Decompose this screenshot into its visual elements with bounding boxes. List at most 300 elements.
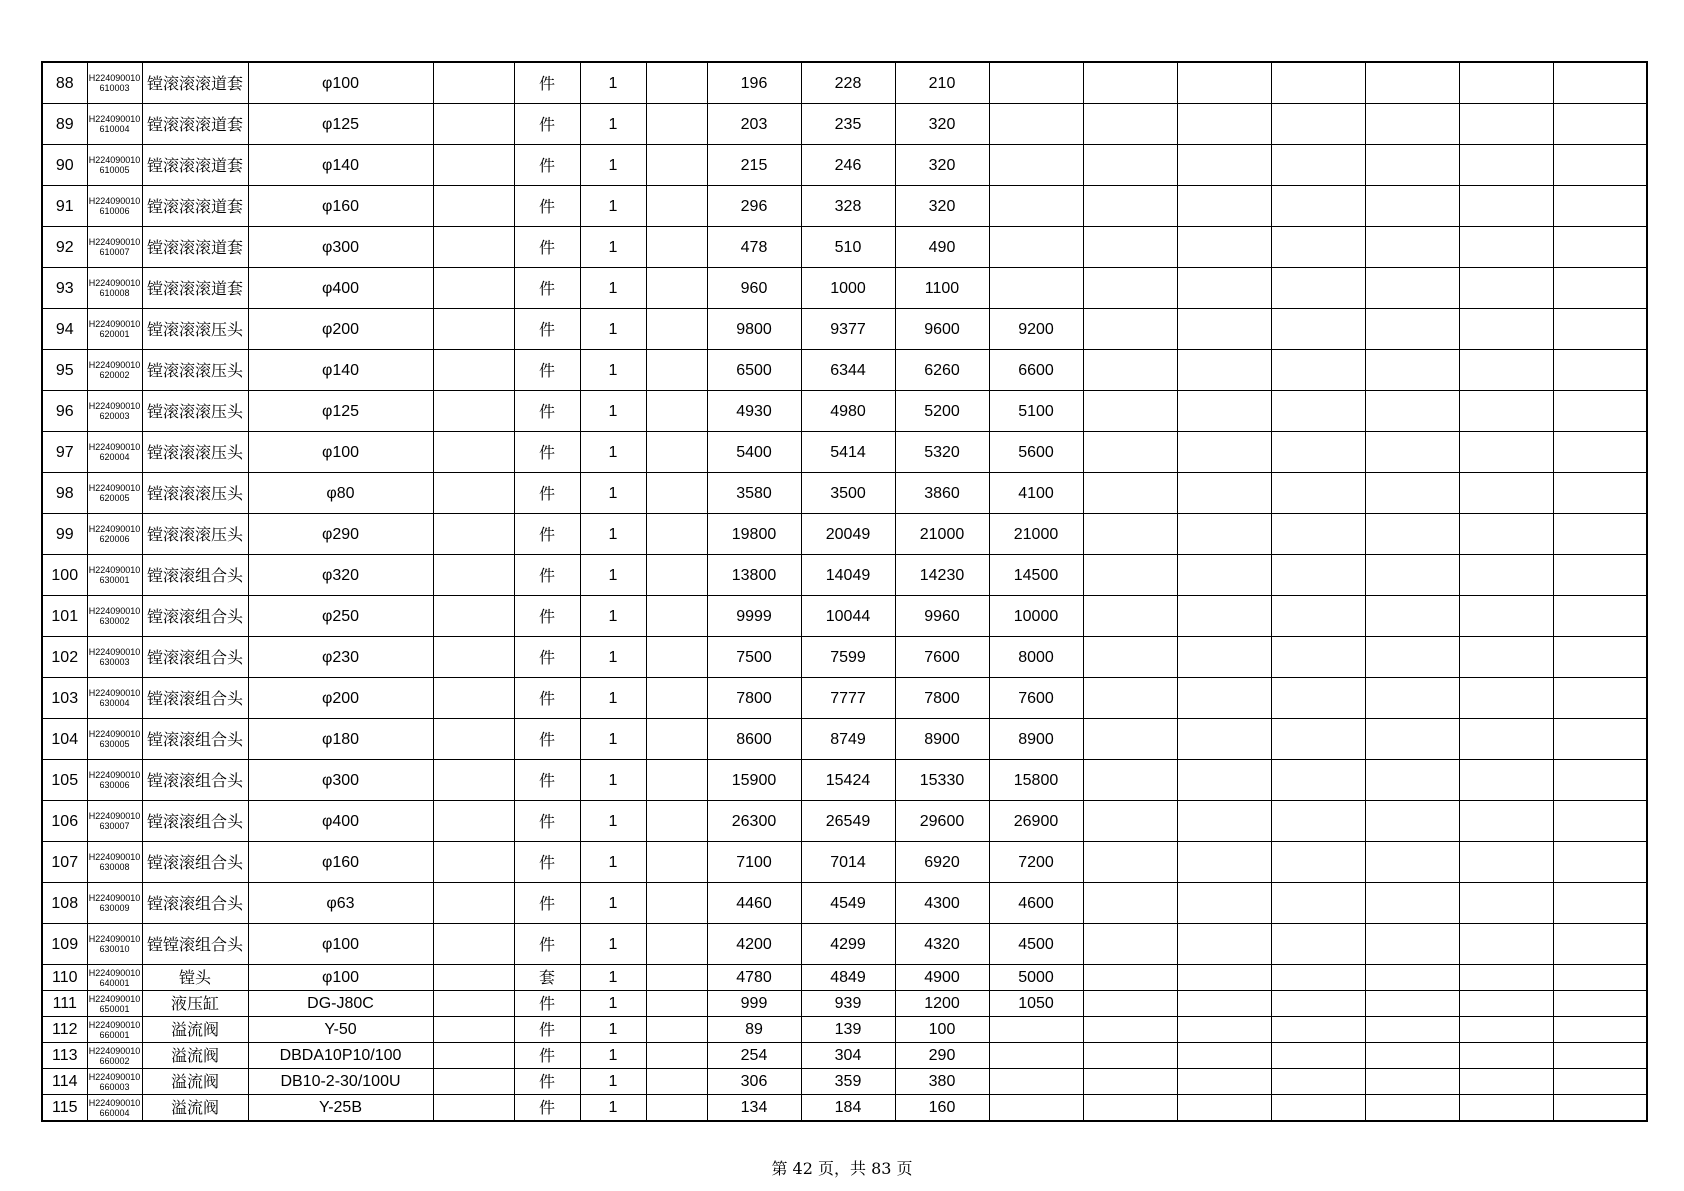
quantity-cell: 1 (580, 883, 646, 924)
price-3-cell: 320 (895, 186, 989, 227)
price-4-cell: 26900 (989, 801, 1083, 842)
item-name-cell: 镗滚滚滚压头 (142, 391, 248, 432)
price-3-cell: 29600 (895, 801, 989, 842)
empty-cell (1083, 883, 1177, 924)
price-4-cell: 10000 (989, 596, 1083, 637)
price-2-cell: 6344 (801, 350, 895, 391)
empty-cell (1083, 145, 1177, 186)
quantity-cell: 1 (580, 637, 646, 678)
item-code-cell: H224090010630006 (87, 760, 142, 801)
price-1-cell: 8600 (707, 719, 801, 760)
empty-cell (1083, 678, 1177, 719)
price-2-cell: 246 (801, 145, 895, 186)
unit-cell: 件 (514, 555, 580, 596)
empty-cell (1459, 719, 1553, 760)
empty-cell (1459, 62, 1553, 104)
empty-cell (1459, 991, 1553, 1017)
unit-cell: 套 (514, 965, 580, 991)
empty-cell (1271, 924, 1365, 965)
empty-cell (1459, 104, 1553, 145)
empty-cell (1365, 760, 1459, 801)
empty-cell (1271, 555, 1365, 596)
empty-cell (1553, 350, 1647, 391)
price-1-cell: 203 (707, 104, 801, 145)
item-name-cell: 镗镗滚组合头 (142, 924, 248, 965)
empty-cell (1365, 145, 1459, 186)
empty-cell (1177, 719, 1271, 760)
empty-cell (1365, 62, 1459, 104)
quantity-cell: 1 (580, 965, 646, 991)
spec-cell: Y-50 (248, 1017, 433, 1043)
item-code-cell: H224090010630003 (87, 637, 142, 678)
price-2-cell: 10044 (801, 596, 895, 637)
empty-cell (1365, 391, 1459, 432)
empty-cell (433, 760, 514, 801)
unit-cell: 件 (514, 801, 580, 842)
unit-cell: 件 (514, 1043, 580, 1069)
empty-cell (1365, 309, 1459, 350)
table-row (42, 965, 1647, 991)
price-1-cell: 254 (707, 1043, 801, 1069)
empty-cell (1271, 104, 1365, 145)
empty-cell (1365, 514, 1459, 555)
empty-cell (1271, 1017, 1365, 1043)
empty-cell (1083, 227, 1177, 268)
price-2-cell: 228 (801, 62, 895, 104)
quantity-cell: 1 (580, 186, 646, 227)
table-row (42, 596, 1647, 637)
empty-cell (646, 1043, 707, 1069)
empty-cell (1365, 186, 1459, 227)
price-3-cell: 1100 (895, 268, 989, 309)
empty-cell (646, 678, 707, 719)
price-1-cell: 9800 (707, 309, 801, 350)
table-row (42, 309, 1647, 350)
price-2-cell: 7014 (801, 842, 895, 883)
empty-cell (1271, 145, 1365, 186)
price-3-cell: 6920 (895, 842, 989, 883)
empty-cell (433, 145, 514, 186)
price-1-cell: 306 (707, 1069, 801, 1095)
item-name-cell: 镗滚滚组合头 (142, 678, 248, 719)
table-row (42, 555, 1647, 596)
price-2-cell: 510 (801, 227, 895, 268)
empty-cell (1083, 432, 1177, 473)
empty-cell (646, 801, 707, 842)
empty-cell (1271, 514, 1365, 555)
empty-cell (1271, 637, 1365, 678)
empty-cell (1365, 104, 1459, 145)
price-2-cell: 9377 (801, 309, 895, 350)
empty-cell (1365, 1095, 1459, 1122)
unit-cell: 件 (514, 1095, 580, 1122)
price-2-cell: 304 (801, 1043, 895, 1069)
spec-cell: φ400 (248, 801, 433, 842)
empty-cell (1365, 1043, 1459, 1069)
item-code-cell: H224090010640001 (87, 965, 142, 991)
empty-cell (1271, 596, 1365, 637)
empty-cell (646, 227, 707, 268)
unit-cell: 件 (514, 883, 580, 924)
empty-cell (433, 555, 514, 596)
unit-cell: 件 (514, 924, 580, 965)
price-3-cell: 5200 (895, 391, 989, 432)
price-3-cell: 9600 (895, 309, 989, 350)
item-code-cell: H224090010610003 (87, 62, 142, 104)
row-number-cell: 102 (42, 637, 87, 678)
empty-cell (433, 473, 514, 514)
item-code-cell: H224090010630002 (87, 596, 142, 637)
unit-cell: 件 (514, 309, 580, 350)
empty-cell (1459, 924, 1553, 965)
price-1-cell: 9999 (707, 596, 801, 637)
empty-cell (433, 842, 514, 883)
quantity-cell: 1 (580, 760, 646, 801)
empty-cell (1365, 801, 1459, 842)
item-code-cell: H224090010660003 (87, 1069, 142, 1095)
table-row (42, 842, 1647, 883)
empty-cell (1177, 391, 1271, 432)
quantity-cell: 1 (580, 1095, 646, 1122)
price-2-cell: 7777 (801, 678, 895, 719)
empty-cell (1177, 555, 1271, 596)
price-2-cell: 7599 (801, 637, 895, 678)
empty-cell (1365, 719, 1459, 760)
price-3-cell: 320 (895, 104, 989, 145)
item-code-cell: H224090010620004 (87, 432, 142, 473)
empty-cell (1553, 186, 1647, 227)
empty-cell (646, 145, 707, 186)
table-row (42, 186, 1647, 227)
price-4-cell (989, 1069, 1083, 1095)
empty-cell (433, 1043, 514, 1069)
page-footer: 第 42 页，共 83 页 (771, 1159, 913, 1178)
table-row (42, 1069, 1647, 1095)
empty-cell (1083, 924, 1177, 965)
unit-cell: 件 (514, 1069, 580, 1095)
price-4-cell: 7200 (989, 842, 1083, 883)
table-row (42, 62, 1647, 104)
empty-cell (1459, 391, 1553, 432)
item-name-cell: 溢流阀 (142, 1095, 248, 1122)
price-2-cell: 939 (801, 991, 895, 1017)
price-4-cell: 8000 (989, 637, 1083, 678)
table-body (42, 62, 1647, 1121)
item-name-cell: 镗滚滚滚压头 (142, 473, 248, 514)
empty-cell (1083, 637, 1177, 678)
price-2-cell: 3500 (801, 473, 895, 514)
row-number-cell: 105 (42, 760, 87, 801)
empty-cell (646, 596, 707, 637)
quantity-cell: 1 (580, 991, 646, 1017)
empty-cell (1177, 678, 1271, 719)
empty-cell (1177, 309, 1271, 350)
spec-cell: φ300 (248, 227, 433, 268)
price-3-cell: 8900 (895, 719, 989, 760)
price-2-cell: 26549 (801, 801, 895, 842)
item-name-cell: 镗滚滚组合头 (142, 719, 248, 760)
empty-cell (1365, 227, 1459, 268)
item-code-cell: H224090010630004 (87, 678, 142, 719)
item-name-cell: 镗滚滚滚道套 (142, 186, 248, 227)
empty-cell (1271, 432, 1365, 473)
empty-cell (1083, 596, 1177, 637)
empty-cell (1553, 104, 1647, 145)
empty-cell (1553, 268, 1647, 309)
empty-cell (1459, 883, 1553, 924)
unit-cell: 件 (514, 268, 580, 309)
empty-cell (1271, 391, 1365, 432)
row-number-cell: 111 (42, 991, 87, 1017)
empty-cell (1177, 760, 1271, 801)
item-code-cell: H224090010630009 (87, 883, 142, 924)
unit-cell: 件 (514, 719, 580, 760)
price-4-cell (989, 1095, 1083, 1122)
quantity-cell: 1 (580, 514, 646, 555)
empty-cell (1083, 965, 1177, 991)
empty-cell (1177, 145, 1271, 186)
empty-cell (433, 268, 514, 309)
empty-cell (1271, 268, 1365, 309)
empty-cell (1177, 883, 1271, 924)
empty-cell (1365, 883, 1459, 924)
row-number-cell: 92 (42, 227, 87, 268)
price-1-cell: 4460 (707, 883, 801, 924)
table-row (42, 227, 1647, 268)
spec-cell: φ100 (248, 924, 433, 965)
item-name-cell: 镗滚滚组合头 (142, 596, 248, 637)
empty-cell (1083, 268, 1177, 309)
item-name-cell: 镗滚滚组合头 (142, 555, 248, 596)
quantity-cell: 1 (580, 719, 646, 760)
price-2-cell: 14049 (801, 555, 895, 596)
row-number-cell: 110 (42, 965, 87, 991)
empty-cell (646, 924, 707, 965)
price-3-cell: 7800 (895, 678, 989, 719)
price-3-cell: 4900 (895, 965, 989, 991)
price-1-cell: 19800 (707, 514, 801, 555)
price-2-cell: 5414 (801, 432, 895, 473)
price-4-cell (989, 145, 1083, 186)
empty-cell (646, 104, 707, 145)
unit-cell: 件 (514, 514, 580, 555)
unit-cell: 件 (514, 637, 580, 678)
price-3-cell: 7600 (895, 637, 989, 678)
empty-cell (433, 432, 514, 473)
row-number-cell: 93 (42, 268, 87, 309)
item-code-cell: H224090010660002 (87, 1043, 142, 1069)
unit-cell: 件 (514, 432, 580, 473)
empty-cell (1365, 350, 1459, 391)
price-1-cell: 999 (707, 991, 801, 1017)
spec-cell: φ200 (248, 678, 433, 719)
row-number-cell: 89 (42, 104, 87, 145)
empty-cell (1083, 1069, 1177, 1095)
empty-cell (1553, 227, 1647, 268)
item-code-cell: H224090010620002 (87, 350, 142, 391)
price-1-cell: 89 (707, 1017, 801, 1043)
spec-cell: φ125 (248, 104, 433, 145)
price-2-cell: 139 (801, 1017, 895, 1043)
empty-cell (1459, 309, 1553, 350)
empty-cell (1083, 842, 1177, 883)
price-3-cell: 210 (895, 62, 989, 104)
empty-cell (1459, 473, 1553, 514)
table-row (42, 760, 1647, 801)
empty-cell (1177, 1017, 1271, 1043)
empty-cell (1553, 1043, 1647, 1069)
item-name-cell: 镗滚滚组合头 (142, 842, 248, 883)
empty-cell (1553, 719, 1647, 760)
empty-cell (1553, 1095, 1647, 1122)
unit-cell: 件 (514, 62, 580, 104)
price-2-cell: 4549 (801, 883, 895, 924)
price-1-cell: 13800 (707, 555, 801, 596)
price-2-cell: 4849 (801, 965, 895, 991)
empty-cell (1271, 227, 1365, 268)
empty-cell (1553, 555, 1647, 596)
empty-cell (433, 1095, 514, 1122)
empty-cell (1459, 227, 1553, 268)
empty-cell (1365, 1017, 1459, 1043)
row-number-cell: 112 (42, 1017, 87, 1043)
empty-cell (646, 432, 707, 473)
empty-cell (1177, 62, 1271, 104)
empty-cell (433, 227, 514, 268)
empty-cell (1553, 1017, 1647, 1043)
item-name-cell: 镗滚滚组合头 (142, 637, 248, 678)
price-3-cell: 9960 (895, 596, 989, 637)
empty-cell (1459, 637, 1553, 678)
price-4-cell: 21000 (989, 514, 1083, 555)
empty-cell (1083, 801, 1177, 842)
price-3-cell: 290 (895, 1043, 989, 1069)
empty-cell (1083, 350, 1177, 391)
item-name-cell: 镗滚滚滚道套 (142, 62, 248, 104)
empty-cell (433, 309, 514, 350)
spec-cell: φ100 (248, 432, 433, 473)
price-1-cell: 196 (707, 62, 801, 104)
price-3-cell: 100 (895, 1017, 989, 1043)
spec-cell: φ160 (248, 186, 433, 227)
item-code-cell: H224090010630007 (87, 801, 142, 842)
empty-cell (1365, 268, 1459, 309)
empty-cell (1553, 924, 1647, 965)
unit-cell: 件 (514, 991, 580, 1017)
quantity-cell: 1 (580, 268, 646, 309)
price-4-cell: 4100 (989, 473, 1083, 514)
item-code-cell: H224090010610006 (87, 186, 142, 227)
empty-cell (646, 391, 707, 432)
empty-cell (1271, 991, 1365, 1017)
empty-cell (1365, 842, 1459, 883)
row-number-cell: 108 (42, 883, 87, 924)
row-number-cell: 100 (42, 555, 87, 596)
quantity-cell: 1 (580, 227, 646, 268)
price-3-cell: 14230 (895, 555, 989, 596)
empty-cell (1459, 1043, 1553, 1069)
empty-cell (1459, 145, 1553, 186)
price-table (41, 61, 1648, 1122)
price-4-cell (989, 227, 1083, 268)
table-row (42, 391, 1647, 432)
price-1-cell: 6500 (707, 350, 801, 391)
empty-cell (646, 719, 707, 760)
empty-cell (433, 883, 514, 924)
empty-cell (1271, 678, 1365, 719)
empty-cell (1271, 1043, 1365, 1069)
price-3-cell: 1200 (895, 991, 989, 1017)
price-4-cell: 5100 (989, 391, 1083, 432)
empty-cell (1177, 801, 1271, 842)
row-number-cell: 113 (42, 1043, 87, 1069)
price-4-cell: 7600 (989, 678, 1083, 719)
item-code-cell: H224090010610007 (87, 227, 142, 268)
row-number-cell: 97 (42, 432, 87, 473)
price-4-cell: 1050 (989, 991, 1083, 1017)
item-code-cell: H224090010620001 (87, 309, 142, 350)
unit-cell: 件 (514, 678, 580, 719)
item-name-cell: 镗滚滚组合头 (142, 801, 248, 842)
item-code-cell: H224090010610008 (87, 268, 142, 309)
price-3-cell: 6260 (895, 350, 989, 391)
row-number-cell: 101 (42, 596, 87, 637)
empty-cell (1177, 227, 1271, 268)
price-2-cell: 1000 (801, 268, 895, 309)
quantity-cell: 1 (580, 678, 646, 719)
empty-cell (433, 965, 514, 991)
unit-cell: 件 (514, 760, 580, 801)
empty-cell (1459, 678, 1553, 719)
unit-cell: 件 (514, 842, 580, 883)
quantity-cell: 1 (580, 596, 646, 637)
price-1-cell: 215 (707, 145, 801, 186)
empty-cell (1459, 1069, 1553, 1095)
empty-cell (1177, 104, 1271, 145)
empty-cell (1083, 514, 1177, 555)
empty-cell (1553, 145, 1647, 186)
price-3-cell: 21000 (895, 514, 989, 555)
item-name-cell: 镗滚滚滚道套 (142, 268, 248, 309)
quantity-cell: 1 (580, 309, 646, 350)
empty-cell (1365, 637, 1459, 678)
empty-cell (1553, 391, 1647, 432)
quantity-cell: 1 (580, 924, 646, 965)
price-2-cell: 4299 (801, 924, 895, 965)
table-row (42, 678, 1647, 719)
table-row (42, 104, 1647, 145)
empty-cell (1177, 1043, 1271, 1069)
spec-cell: φ180 (248, 719, 433, 760)
price-4-cell: 9200 (989, 309, 1083, 350)
spec-cell: Y-25B (248, 1095, 433, 1122)
spec-cell: φ140 (248, 350, 433, 391)
table-row (42, 991, 1647, 1017)
empty-cell (1083, 186, 1177, 227)
price-2-cell: 8749 (801, 719, 895, 760)
empty-cell (646, 991, 707, 1017)
empty-cell (1083, 62, 1177, 104)
unit-cell: 件 (514, 186, 580, 227)
empty-cell (1271, 965, 1365, 991)
empty-cell (1459, 1095, 1553, 1122)
empty-cell (1365, 965, 1459, 991)
empty-cell (1271, 1095, 1365, 1122)
price-3-cell: 4320 (895, 924, 989, 965)
empty-cell (1553, 991, 1647, 1017)
empty-cell (433, 991, 514, 1017)
empty-cell (1553, 637, 1647, 678)
